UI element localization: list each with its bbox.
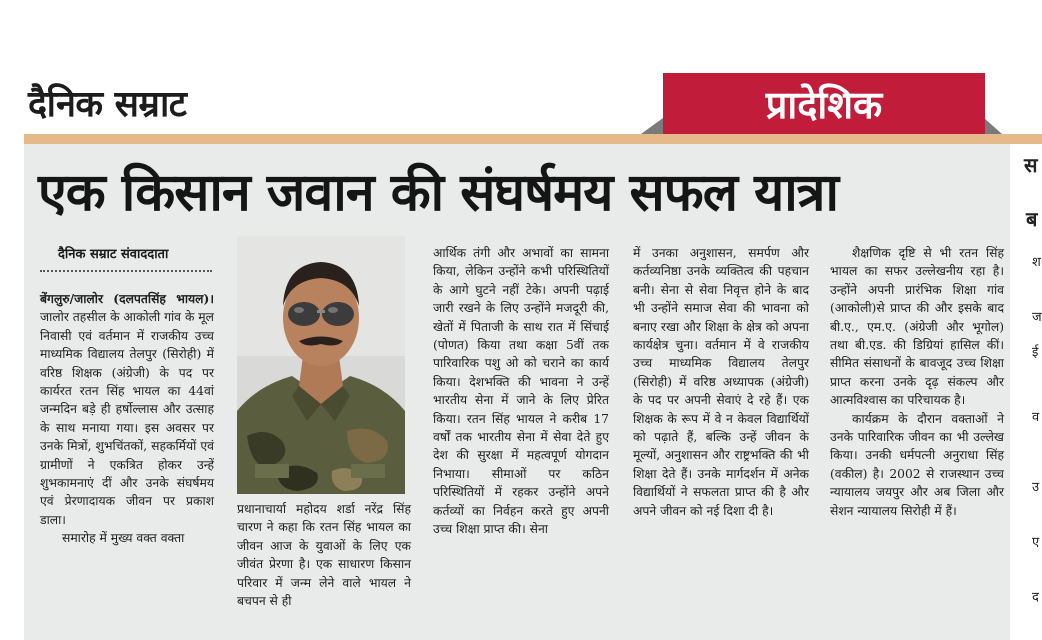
edge-glyph: स bbox=[1024, 153, 1038, 177]
column-1-text: जालोर तहसील के आकोली गांव के मूल निवासी एवं वर्तमान में राजकीय उच्च माध्यमिक विद्यालय तेलपुर (सिरोही) में वरिष्ठ शिक्षक (अंग्रेजी) के पद पर कार्यरत रतन सिंह भायल का 44वां जन्मदिन बड़े ही हर्षोल्लास और उत्साह के साथ मनाया गया। इस अवसर पर उनके मित्रों, शुभचिंतकों, सहकर्मियों एवं ग्रामीणों ने एकत्रित होकर उन्हें शुभकामनाएं दीं और उनके संघर्षमय एवं प्रेरणादायक जीवन पर प्रकाश डाला। bbox=[40, 310, 214, 527]
dateline: बेंगलुरु/जालोर (दलपतसिंह भायल)। bbox=[40, 291, 214, 306]
adjacent-article-edge bbox=[1014, 144, 1042, 640]
column-3: आर्थिक तंगी और अभावों का सामना किया, लेकिन उन्होंने कभी परिस्थितियों के आगे घुटने नहीं टेके। अपनी पढ़ाई जारी रखने के लिए उन्होंने मजदूरी की, खेतों में पिताजी के साथ रात में सिंचाई (पोणत) किया तथा कक्षा 5वीं तक पारिवारिक पशु ओ को चराने का कार्य किया। देशभक्ति की भावना ने उन्हें भारतीय सेना में जाने के लिए प्रेरित किया। रतन सिंह भायल ने करीब 17 वर्षों तक भारतीय सेना में सेवा देते हुए देश की सुरक्षा में महत्वपूर्ण योगदान निभाया। सीमाओं पर कठिन परिस्थितियों में रहकर उन्होंने अपने कर्तव्यों का निर्वहन करते हुए अपनी उच्च शिक्षा प्राप्त की। सेना bbox=[433, 246, 609, 537]
masthead: दैनिक सम्राट bbox=[28, 84, 187, 125]
column-5 bbox=[830, 244, 1004, 520]
byline-divider bbox=[40, 270, 212, 272]
column-2: प्रधानाचार्या महोदय शर्डा नरेंद्र सिंह चारण ने कहा कि रतन सिंह भायल का जीवन आज के युवाओं के लिए एक जीवंत प्रेरणा है। एक साधारण किसान परिवार में जन्म लेने वाले भायल ने बचपन से ही bbox=[237, 502, 411, 609]
edge-glyph: ई bbox=[1032, 345, 1039, 360]
portrait-photo bbox=[237, 236, 405, 494]
edge-glyph: ब bbox=[1026, 207, 1038, 231]
column-1 bbox=[40, 290, 214, 548]
section-tab: प्रादेशिक bbox=[663, 73, 985, 134]
column-5-para2: कार्यक्रम के दौरान वक्ताओं ने उनके पारिवारिक जीवन का भी उल्लेख किया। उनकी धर्मपत्नी अनुराधा सिंह (वकील) है। 2002 से राजस्थान उच्च न्यायालय जयपुर और अब जिला और सेशन न्यायालय सिरोही में हैं। bbox=[830, 411, 1004, 518]
header-rule bbox=[24, 134, 1042, 144]
tab-shadow-right bbox=[984, 118, 1002, 134]
soldier-portrait-image bbox=[237, 236, 405, 494]
tab-shadow-left bbox=[641, 118, 663, 134]
edge-glyph: उ bbox=[1032, 480, 1040, 495]
byline: दैनिक सम्राट संवाददाता bbox=[58, 247, 169, 262]
column-4: में उनका अनुशासन, समर्पण और कर्तव्यनिष्ठा उनके व्यक्तित्व की पहचान बनी। सेना से सेवा निवृत्त होने के बाद भी उन्होंने समाज सेवा की भावना को बनाए रखा और शिक्षा के क्षेत्र को अपना कार्यक्षेत्र चुना। वर्तमान में वे राजकीय उच्च माध्यमिक विद्यालय तेलपुर (सिरोही) में वरिष्ठ अध्यापक (अंग्रेजी) के पद पर अपनी सेवाएं दे रहे हैं। एक शिक्षक के रूप में वे न केवल विद्यार्थियों को पढ़ाते हैं, बल्कि उन्हें जीवन के मूल्यों, अनुशासन और राष्ट्रभक्ति की भी शिक्षा देते हैं। उनके मार्गदर्शन में अनेक विद्यार्थियों ने सफलता प्राप्त की है और अपने जीवन को नई दिशा दी है। bbox=[633, 246, 809, 518]
edge-glyph: ए bbox=[1032, 535, 1040, 550]
edge-glyph: श bbox=[1032, 255, 1041, 270]
edge-glyph: ज bbox=[1032, 310, 1042, 325]
column-5-para1: शैक्षणिक दृष्टि से भी रतन सिंह भायल का सफर उल्लेखनीय रहा है। उन्होंने अपनी प्रारंभिक शिक्षा गांव (आकोली)से प्राप्त की और इसके बाद बी.ए., एम.ए. (अंग्रेजी और भूगोल) तथा बी.एड. की डिग्रियां हासिल कीं। सीमित संसाधनों के बावजूद उच्च शिक्षा प्राप्त करना उनके दृढ़ संकल्प और आत्मविश्वास का परिचायक है। bbox=[830, 246, 1004, 408]
column-1-para2: समारोह में मुख्य वक्त वक्ता bbox=[62, 531, 185, 546]
edge-glyph: द bbox=[1032, 590, 1039, 605]
edge-glyph: व bbox=[1032, 410, 1040, 425]
headline: एक किसान जवान की संघर्षमय सफल यात्रा bbox=[38, 163, 838, 223]
